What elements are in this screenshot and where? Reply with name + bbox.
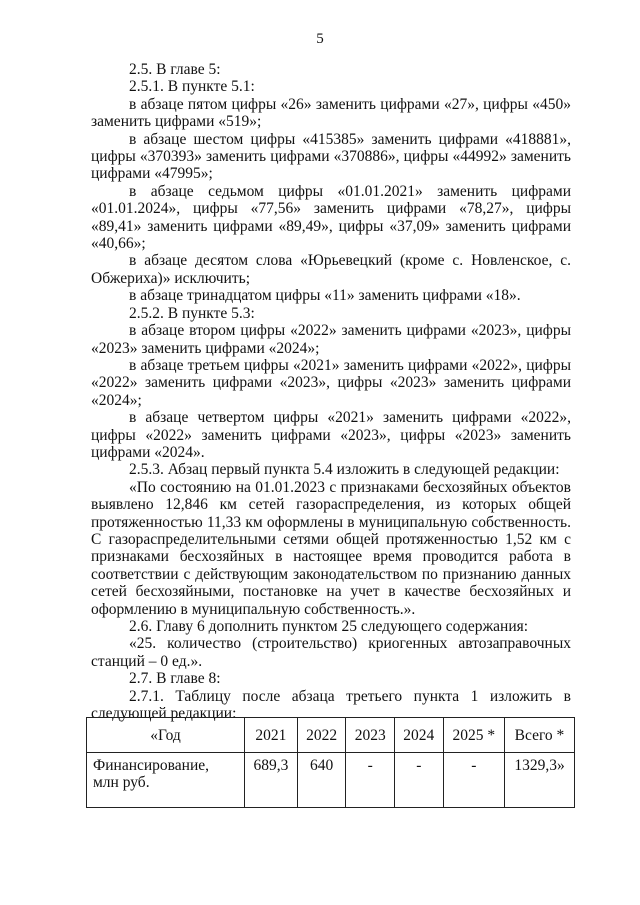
page-number: 5 xyxy=(316,31,324,47)
paragraph: 2.6. Главу 6 дополнить пунктом 25 следующего содержания: xyxy=(129,618,529,635)
table-header-cell: 2022 xyxy=(297,718,346,753)
paragraph: в абзаце четвертом цифры «2021» заменить цифрами «2022», цифры «2022» заменить цифрами «2023», цифры «2023» заменить цифрами «2024». xyxy=(91,409,571,461)
table-row xyxy=(87,753,575,808)
paragraph: 2.7.1. Таблицу после абзаца третьего пункта 1 изложить в следующей редакции: xyxy=(91,687,571,723)
paragraph: в абзаце пятом цифры «26» заменить цифрами «27», цифры «450» заменить цифрами «519»; xyxy=(91,95,571,131)
paragraph: 2.5. В главе 5: xyxy=(129,61,221,78)
table-cell: - xyxy=(395,753,444,808)
table-cell: - xyxy=(443,753,504,808)
table-header-cell: «Год xyxy=(87,718,245,753)
financing-table xyxy=(86,717,575,808)
paragraph: 2.7. В главе 8: xyxy=(129,670,221,688)
table-cell: 689,3 xyxy=(245,753,298,808)
table-header-cell: 2023 xyxy=(346,718,395,753)
paragraph: 2.5.1. В пункте 5.1: xyxy=(129,78,255,96)
table-header-row xyxy=(87,718,575,753)
paragraph: в абзаце шестом цифры «415385» заменить цифрами «418881», цифры «370393» заменить цифрами «370886», цифры «44992» заменить цифрами «47995»; xyxy=(91,130,571,183)
paragraph: в абзаце десятом слова «Юрьевецкий (кроме с. Новленское, с. Обжериха)» исключить; xyxy=(91,252,571,287)
paragraph: в абзаце седьмом цифры «01.01.2021» заменить цифрами «01.01.2024», цифры «77,56» заменить цифрами «78,27», цифры «89,41» заменить цифрами «89,49», цифры «37,09» заменить цифрами «40,66»; xyxy=(91,182,571,253)
document-body xyxy=(91,61,571,722)
paragraph: «По состоянию на 01.01.2023 с признаками бесхозяйных объектов выявлено 12,846 км сетей газораспределения, из которых общей протяженностью 11,33 км оформлены в муниципальную собственность. С газораспределительными сетями общей протяженностью 1,52 км с признаками бесхозяйных в настоящее время проводится работа в соответствии с действующим законодательством по признанию данных сетей бесхозяйными, постановке на учет в качестве бесхозяйных и оформлению в муниципальную собственность.». xyxy=(91,478,571,618)
paragraph: «25. количество (строительство) криогенных автозаправочных станций – 0 ед.». xyxy=(91,635,571,670)
table-cell: - xyxy=(346,753,395,808)
table-cell: Финансирование, млн руб. xyxy=(87,753,245,808)
table-cell: 1329,3» xyxy=(505,753,575,808)
paragraph: 2.5.2. В пункте 5.3: xyxy=(129,304,255,322)
table-header-cell: 2021 xyxy=(245,718,298,753)
table-header-cell: 2025 * xyxy=(443,718,504,753)
table-header-cell: 2024 xyxy=(395,718,444,753)
paragraph: в абзаце втором цифры «2022» заменить цифрами «2023», цифры «2023» заменить цифрами «2024»; xyxy=(91,322,571,357)
table-header-cell: Всего * xyxy=(505,718,575,753)
paragraph: в абзаце тринадцатом цифры «11» заменить цифрами «18». xyxy=(129,287,521,305)
paragraph: в абзаце третьем цифры «2021» заменить цифрами «2022», цифры «2022» заменить цифрами «2023», цифры «2023» заменить цифрами «2024»; xyxy=(91,356,571,409)
table-cell: 640 xyxy=(297,753,346,808)
paragraph: 2.5.3. Абзац первый пункта 5.4 изложить в следующей редакции: xyxy=(129,461,560,479)
